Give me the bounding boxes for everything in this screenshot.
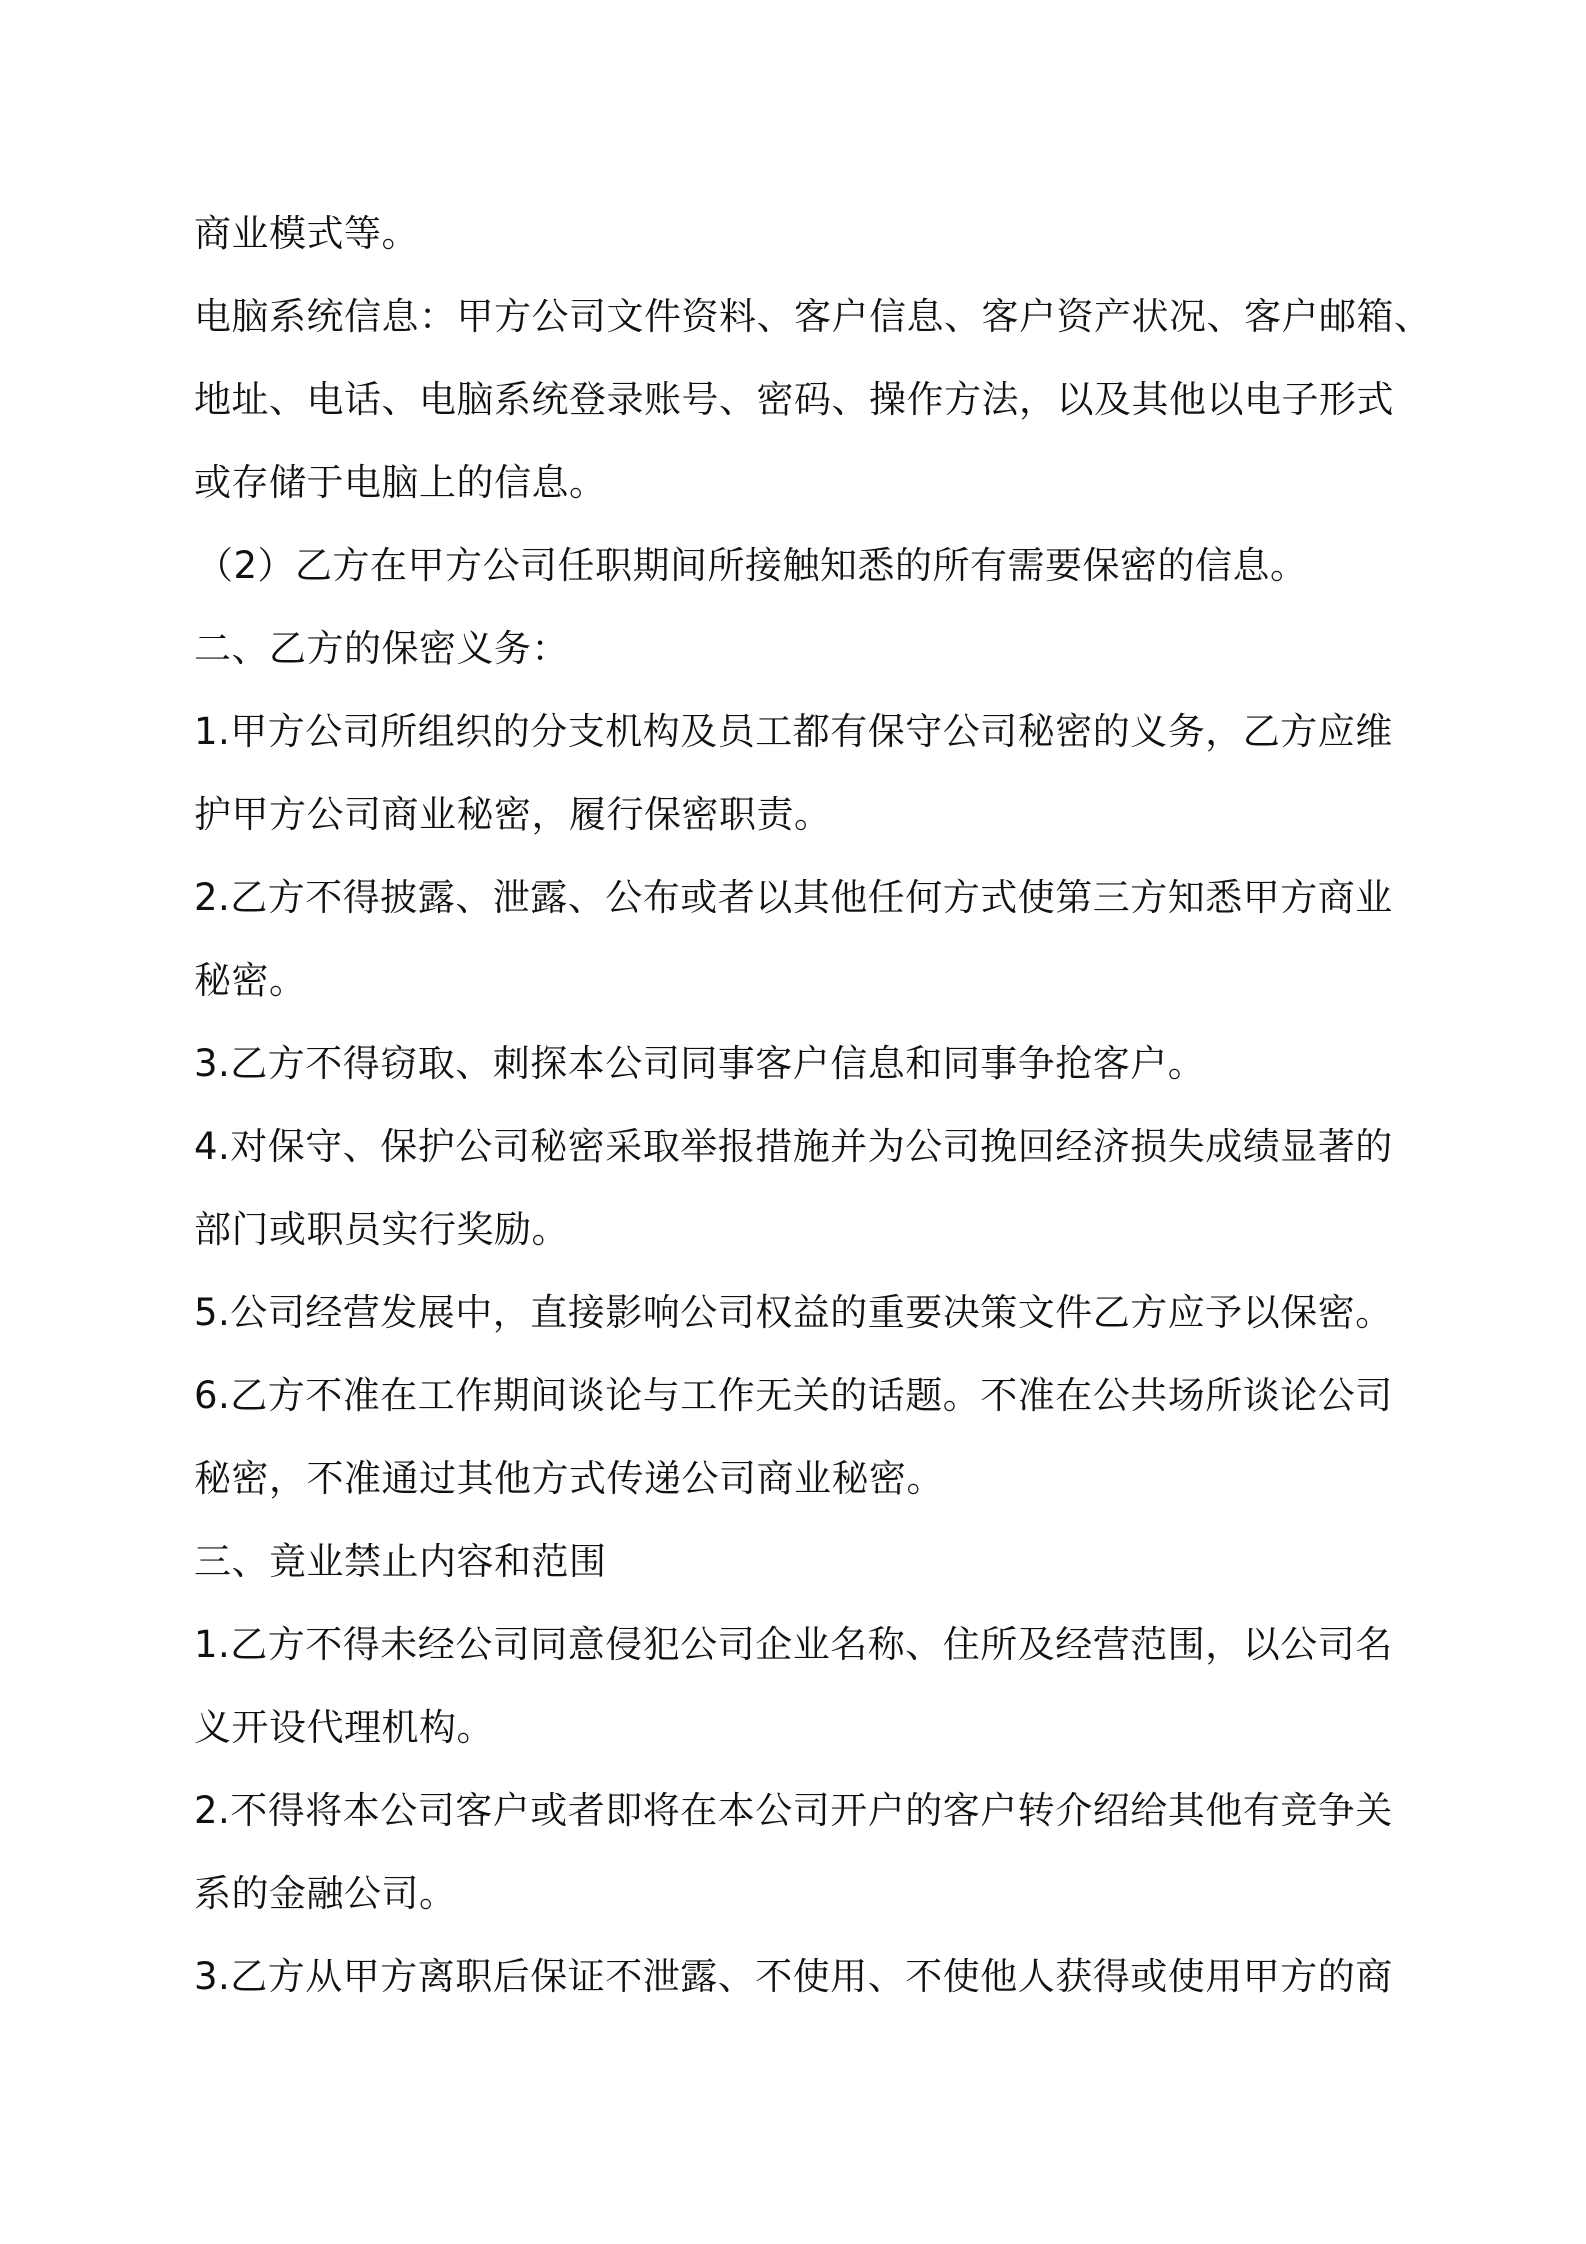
text-line-noncompete-1-cont: 义开设代理机构。	[194, 1706, 494, 1749]
text-line-computer-info: 电脑系统信息：甲方公司文件资料、客户信息、客户资产状况、客户邮箱、	[194, 295, 1432, 338]
text-line-duty-6: 6.乙方不准在工作期间谈论与工作无关的话题。不准在公共场所谈论公司	[194, 1374, 1393, 1417]
text-line-noncompete-2-cont: 系的金融公司。	[194, 1872, 457, 1915]
document-body	[194, 192, 1432, 2018]
text-line-duty-4-cont: 部门或职员实行奖励。	[194, 1208, 569, 1251]
section-heading-non-compete: 三、竟业禁止内容和范围	[194, 1540, 607, 1583]
text-line-noncompete-2: 2.不得将本公司客户或者即将在本公司开户的客户转介绍给其他有竞争关	[194, 1789, 1393, 1832]
text-line-business-model: 商业模式等。	[194, 212, 419, 255]
section-heading-confidentiality-duty: 二、乙方的保密义务：	[194, 627, 569, 670]
text-line-noncompete-3: 3.乙方从甲方离职后保证不泄露、不使用、不使他人获得或使用甲方的商	[194, 1955, 1393, 1998]
text-line-duty-6-cont: 秘密，不准通过其他方式传递公司商业秘密。	[194, 1457, 944, 1500]
text-line-duty-2-cont: 秘密。	[194, 959, 307, 1002]
text-line-computer-info-cont: 地址、电话、电脑系统登录账号、密码、操作方法，以及其他以电子形式	[194, 378, 1394, 421]
text-line-duty-1-cont: 护甲方公司商业秘密，履行保密职责。	[194, 793, 832, 836]
text-line-computer-info-end: 或存储于电脑上的信息。	[194, 461, 607, 504]
text-line-duty-3: 3.乙方不得窃取、刺探本公司同事客户信息和同事争抢客户。	[194, 1042, 1206, 1085]
text-line-noncompete-1: 1.乙方不得未经公司同意侵犯公司企业名称、住所及经营范围，以公司名	[194, 1623, 1393, 1666]
text-line-duty-2: 2.乙方不得披露、泄露、公布或者以其他任何方式使第三方知悉甲方商业	[194, 876, 1393, 919]
text-line-duty-4: 4.对保守、保护公司秘密采取举报措施并为公司挽回经济损失成绩显著的	[194, 1125, 1393, 1168]
text-line-duty-5: 5.公司经营发展中，直接影响公司权益的重要决策文件乙方应予以保密。	[194, 1291, 1393, 1334]
text-line-item-2-info: （2）乙方在甲方公司任职期间所接触知悉的所有需要保密的信息。	[196, 544, 1308, 587]
text-line-duty-1: 1.甲方公司所组织的分支机构及员工都有保守公司秘密的义务，乙方应维	[194, 710, 1393, 753]
